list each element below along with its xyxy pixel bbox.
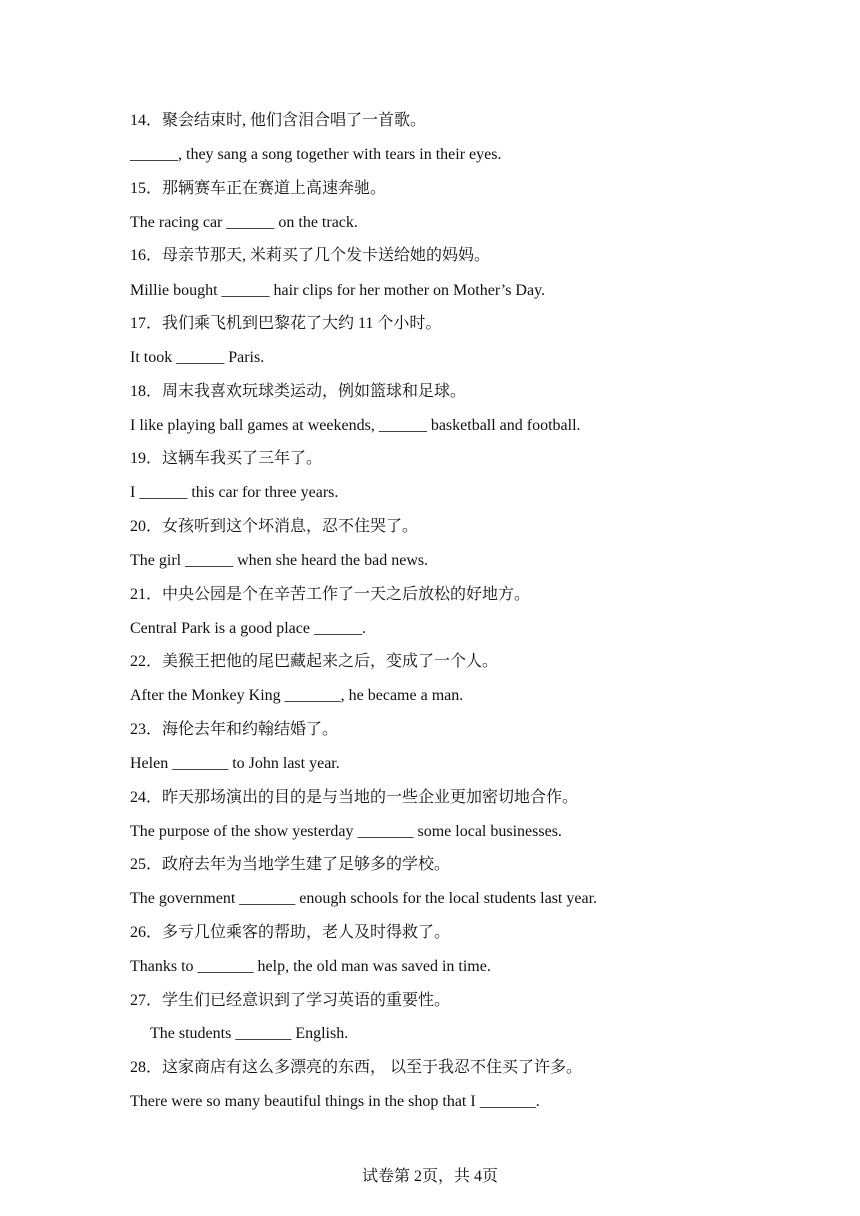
question-17-chinese: 17．我们乘飞机到巴黎花了大约 11 个小时。 xyxy=(130,315,442,332)
question-21-chinese: 21．中央公园是个在辛苦工作了一天之后放松的好地方。 xyxy=(130,586,531,603)
question-16-chinese: 16．母亲节那天, 米莉买了几个发卡送给她的妈妈。 xyxy=(130,247,491,264)
question-26-chinese: 26．多亏几位乘客的帮助，老人及时得救了。 xyxy=(130,924,451,941)
question-17-english: It took ______ Paris. xyxy=(130,349,265,366)
question-25-chinese: 25．政府去年为当地学生建了足够多的学校。 xyxy=(130,856,451,873)
question-18-chinese: 18．周末我喜欢玩球类运动，例如篮球和足球。 xyxy=(130,383,467,400)
question-22-chinese: 22．美猴王把他的尾巴藏起来之后，变成了一个人。 xyxy=(130,653,499,670)
question-25-english: The government _______ enough schools for the local students last year. xyxy=(130,890,598,907)
question-26-english: Thanks to _______ help, the old man was saved in time. xyxy=(130,958,491,975)
question-14-chinese: 14．聚会结束时, 他们含泪合唱了一首歌。 xyxy=(130,112,427,129)
question-22-english: After the Monkey King _______, he became a man. xyxy=(130,687,464,704)
page-footer: 试卷第 2页，共 4页 xyxy=(361,1168,498,1185)
question-23-english: Helen _______ to John last year. xyxy=(130,755,340,772)
question-28-chinese: 28．这家商店有这么多漂亮的东西， 以至于我忍不住买了许多。 xyxy=(130,1059,583,1076)
question-18-english: I like playing ball games at weekends, ______ basketball and football. xyxy=(130,417,581,434)
question-20-english: The girl ______ when she heard the bad news. xyxy=(130,552,429,569)
question-27-english: The students _______ English. xyxy=(150,1025,349,1042)
question-24-chinese: 24．昨天那场演出的目的是与当地的一些企业更加密切地合作。 xyxy=(130,789,579,806)
question-27-chinese: 27．学生们已经意识到了学习英语的重要性。 xyxy=(130,992,451,1009)
question-28-english: There were so many beautiful things in the shop that I _______. xyxy=(130,1093,540,1110)
question-20-chinese: 20．女孩听到这个坏消息，忍不住哭了。 xyxy=(130,518,419,535)
question-19-english: I ______ this car for three years. xyxy=(130,484,339,501)
question-15-chinese: 15．那辆赛车正在赛道上高速奔驰。 xyxy=(130,180,387,197)
question-14-english: ______, they sang a song together with tears in their eyes. xyxy=(130,146,502,163)
question-23-chinese: 23．海伦去年和约翰结婚了。 xyxy=(130,721,339,738)
question-15-english: The racing car ______ on the track. xyxy=(130,214,358,231)
question-16-english: Millie bought ______ hair clips for her mother on Mother’s Day. xyxy=(130,282,546,299)
question-21-english: Central Park is a good place ______. xyxy=(130,620,366,637)
question-24-english: The purpose of the show yesterday _______ some local businesses. xyxy=(130,823,562,840)
question-19-chinese: 19．这辆车我买了三年了。 xyxy=(130,450,323,467)
